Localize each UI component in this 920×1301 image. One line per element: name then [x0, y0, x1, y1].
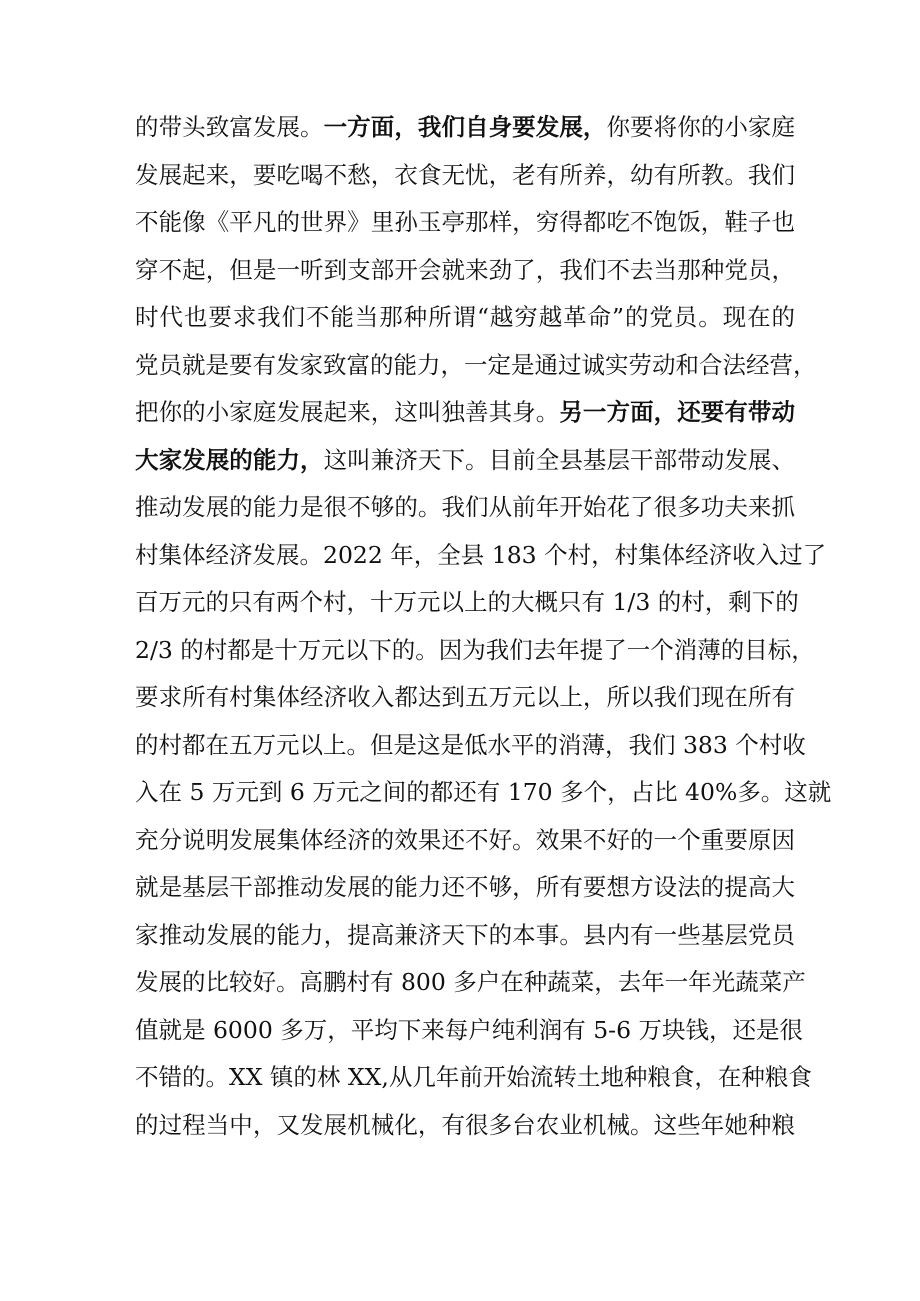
- text-line: [135, 722, 806, 770]
- text-line: [135, 817, 795, 865]
- body-text: 不能像《平凡的世界》里孙玉亭那样，穷得都吃不饱饭，鞋子也: [135, 208, 795, 236]
- body-text: 2/3 的村都是十万元以下的。因为我们去年提了一个消薄的目标，: [135, 635, 815, 664]
- text-line: [135, 342, 817, 390]
- body-text: 推动发展的能力是很不够的。我们从前年开始花了很多功夫来抓: [135, 493, 795, 521]
- body-text: 穿不起，但是一听到支部开会就来劲了，我们不去当那种党员，: [135, 255, 795, 284]
- text-line: [135, 864, 795, 912]
- text-line: [135, 104, 795, 152]
- body-text: 充分说明发展集体经济的效果还不好。效果不好的一个重要原因: [135, 825, 795, 854]
- text-line: [135, 579, 799, 627]
- text-line: [135, 674, 795, 722]
- bold-emphasis-text: 大家发展的能力，: [135, 445, 324, 474]
- text-line: [135, 247, 795, 295]
- text-line: [135, 152, 795, 200]
- body-text: 入在 5 万元到 6 万元之间的都还有 170 多个，占比 40%多。这就: [135, 778, 832, 806]
- bold-emphasis-text: 一方面，我们自身要发展，: [323, 113, 607, 141]
- text-line: [135, 484, 795, 532]
- text-line: [135, 532, 827, 580]
- body-text: 就是基层干部推动发展的能力还不够，所有要想方设法的提高大: [135, 873, 795, 901]
- body-text: 时代也要求我们不能当那种所谓“越穷越革命”的党员。现在的: [135, 303, 795, 331]
- bold-emphasis-text: 另一方面，还要有带动: [559, 398, 796, 426]
- body-text: 你要将你的小家庭: [606, 113, 796, 141]
- body-text: 发展的比较好。高鹏村有 800 多户在种蔬菜，去年一年光蔬菜产: [135, 968, 806, 996]
- body-text: 把你的小家庭发展起来，这叫独善其身。: [135, 398, 560, 426]
- body-text: 的村都在五万元以上。但是这是低水平的消薄，我们 383 个村收: [135, 730, 806, 759]
- text-line: [135, 437, 795, 485]
- text-line: [135, 1007, 804, 1055]
- text-line: [135, 1054, 812, 1102]
- text-line: [135, 1102, 795, 1150]
- text-line: [135, 627, 815, 675]
- text-line: [135, 389, 795, 437]
- body-text: 的带头致富发展。: [135, 113, 324, 141]
- body-paragraph: [135, 104, 832, 1149]
- body-text: 家推动发展的能力，提高兼济天下的本事。县内有一些基层党员: [135, 920, 795, 949]
- text-line: [135, 294, 795, 342]
- body-text: 要求所有村集体经济收入都达到五万元以上，所以我们现在所有: [135, 683, 795, 711]
- text-line: [135, 912, 795, 960]
- body-text: 值就是 6000 多万，平均下来每户纯利润有 5-6 万块钱，还是很: [135, 1015, 804, 1044]
- text-line: [135, 199, 795, 247]
- body-text: 村集体经济发展。2022 年，全县 183 个村，村集体经济收入过了: [135, 540, 827, 569]
- body-text: 发展起来，要吃喝不愁，衣食无忧，老有所养，幼有所教。我们: [135, 160, 795, 189]
- body-text: 党员就是要有发家致富的能力，一定是通过诚实劳动和合法经营，: [135, 350, 817, 379]
- text-line: [135, 769, 832, 817]
- body-text: 百万元的只有两个村，十万元以上的大概只有 1/3 的村，剩下的: [135, 588, 799, 616]
- body-text: 的过程当中，又发展机械化，有很多台农业机械。这些年她种粮: [135, 1110, 795, 1139]
- body-text: 不错的。XX 镇的林 XX,从几年前开始流转土地种粮食，在种粮食: [135, 1063, 812, 1091]
- text-line: [135, 959, 806, 1007]
- body-text: 这叫兼济天下。目前全县基层干部带动发展、: [323, 445, 796, 474]
